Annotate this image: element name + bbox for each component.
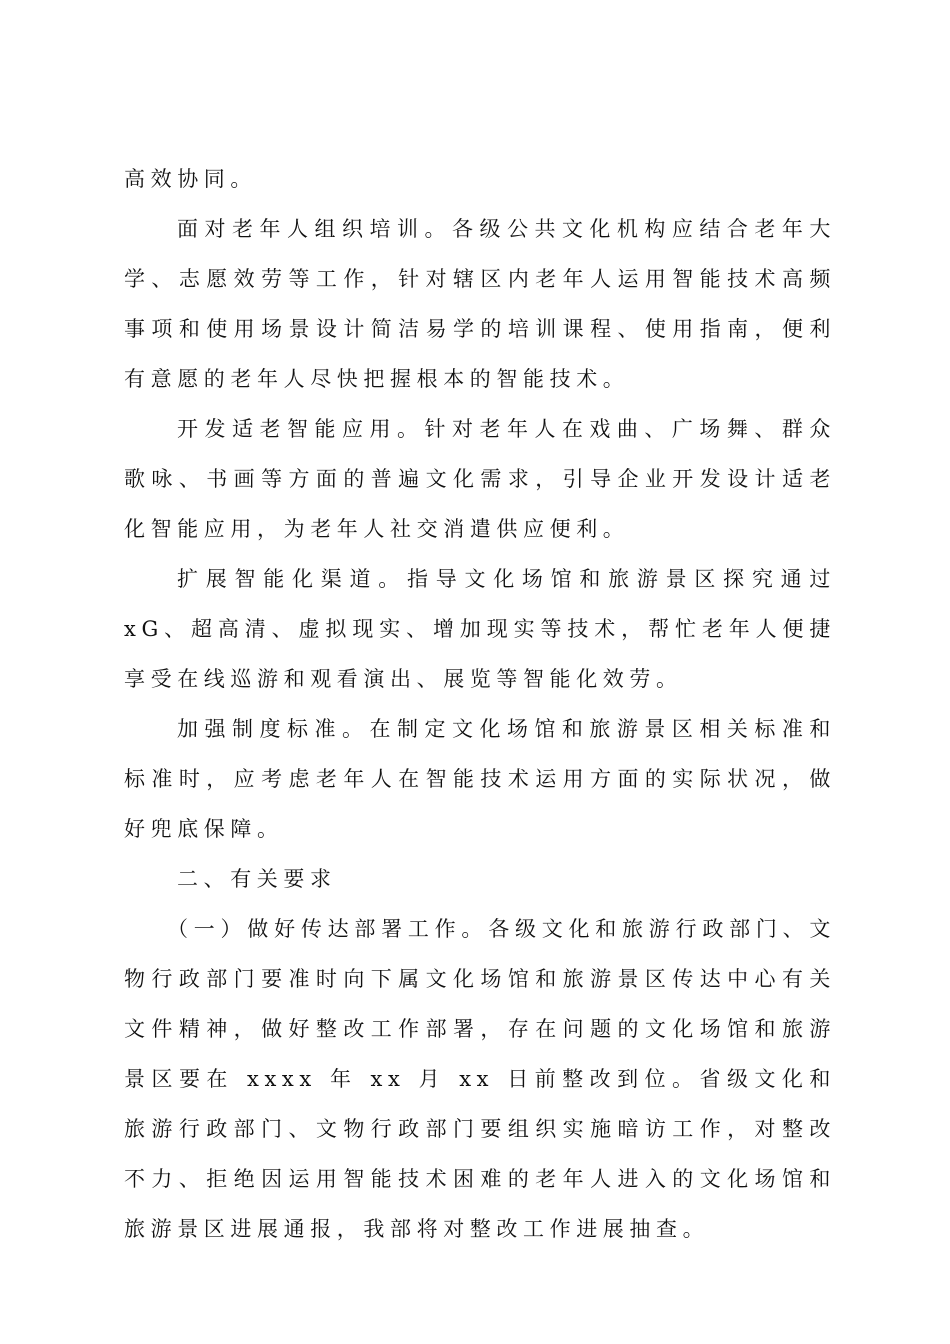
paragraph-channels: 扩展智能化渠道。指导文化场馆和旅游景区探究通过 xG、超高清、虚拟现实、增加现实等技术，帮忙老年人便捷享受在线巡游和观看演出、展览等智能化效劳。 — [124, 567, 836, 691]
paragraph-standards: 加强制度标准。在制定文化场馆和旅游景区相关标准和标准时，应考虑老年人在智能技术运用方面的实际状况，做好兜底保障。 — [124, 717, 836, 841]
paragraph-deployment: （一）做好传达部署工作。各级文化和旅游行政部门、文物行政部门要准时向下属文化场馆和旅游景区传达中心有关文件精神，做好整改工作部署，存在问题的文化场馆和旅游景区要在 xxxx 年 xx 月 xx 日前整改到位。省级文化和旅游行政部门、文物行政部门要组织实施暗访工作，对整改不力、拒绝因运用智能技术困难的老年人进入的文化场馆和旅游景区进展通报，我部将对整改工作进展抽查。 — [124, 917, 836, 1241]
document-body — [124, 154, 836, 1254]
paragraph-continuation: 高效协同。 — [124, 167, 257, 191]
section-heading-requirements: 二、有关要求 — [177, 867, 337, 891]
paragraph-smart-apps: 开发适老智能应用。针对老年人在戏曲、广场舞、群众歌咏、书画等方面的普遍文化需求，引导企业开发设计适老化智能应用，为老年人社交消遣供应便利。 — [124, 417, 836, 541]
paragraph-training: 面对老年人组织培训。各级公共文化机构应结合老年大学、志愿效劳等工作，针对辖区内老年人运用智能技术高频事项和使用场景设计简洁易学的培训课程、使用指南，便利有意愿的老年人尽快把握根本的智能技术。 — [124, 217, 836, 391]
